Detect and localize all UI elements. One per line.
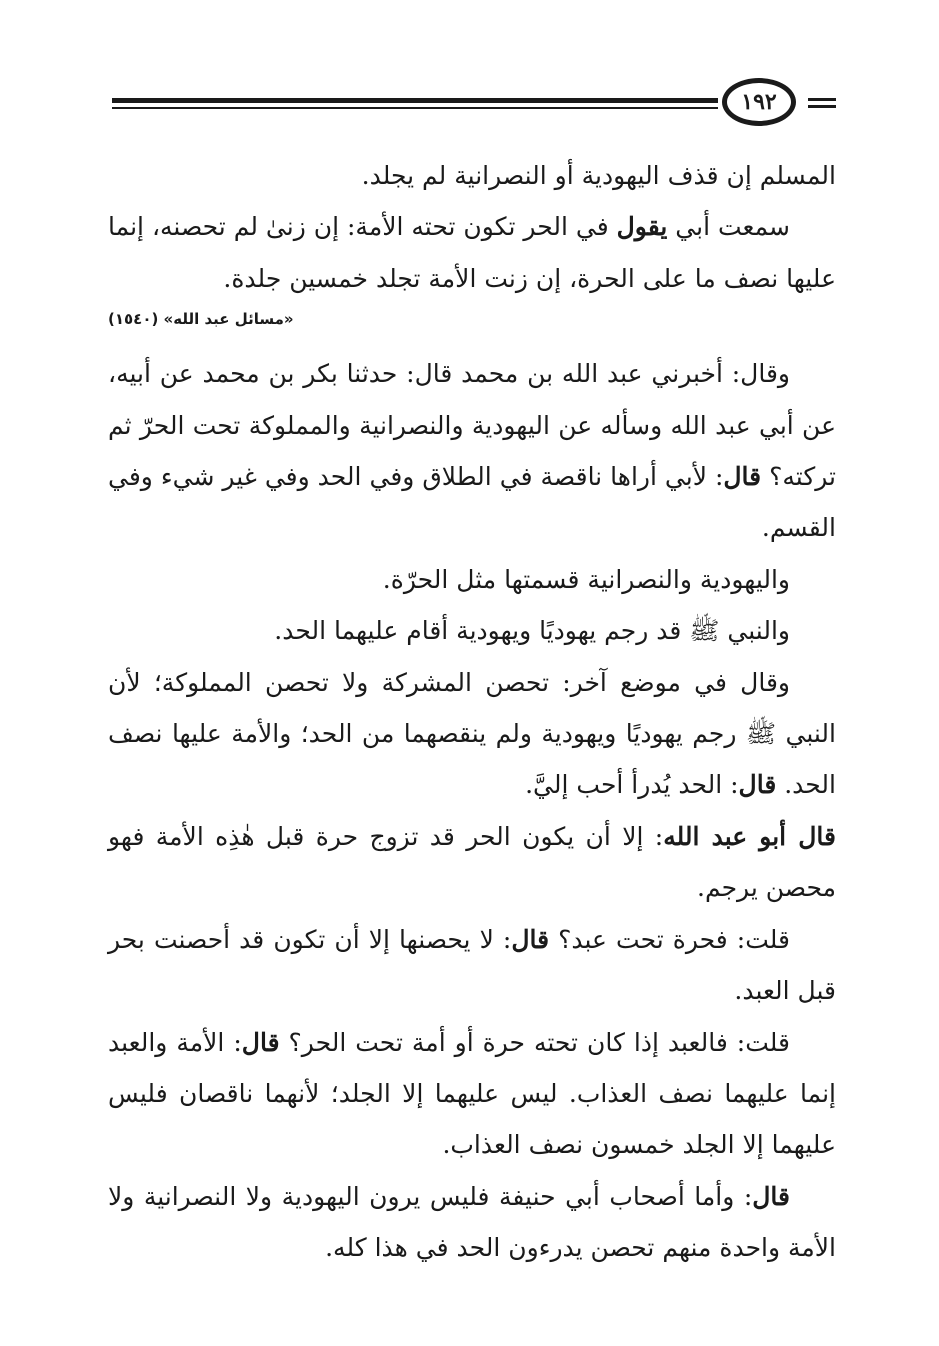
text-segment: قلت: فحرة تحت عبد؟ (549, 924, 790, 954)
paragraph (108, 554, 836, 605)
text-segment: : وأما أصحاب أبي حنيفة فليس يرون اليهودية ولا النصرانية ولا الأمة واحدة منهم تحصن يدرءون الحد في هذا كله. (108, 1181, 836, 1263)
header-rule-thick (112, 98, 718, 103)
page-number: ١٩٢ (722, 78, 796, 126)
paragraph (108, 657, 836, 811)
text-segment: والنبي ﷺ قد رجم يهوديًا ويهودية أقام عليهما الحد. (274, 616, 790, 646)
paragraph (108, 1171, 836, 1274)
text-segment: : الأمة والعبد إنما عليهما نصف العذاب. ليس عليهما إلا الجلد؛ لأنهما ناقصان فليس عليهما إلا الجلد خمسون نصف العذاب. (108, 1027, 836, 1160)
text-segment: المسلم إن قذف اليهودية أو النصرانية لم يجلد. (361, 161, 836, 190)
header-rule-right-lower (808, 105, 836, 108)
paragraph (108, 348, 836, 554)
text-segment: وقال: أخبرني عبد الله بن محمد قال: حدثنا بكر بن محمد عن أبيه، عن أبي عبد الله وسأله عن اليهودية والنصرانية والمملوكة تحت الحرّ ثم تركته؟ (108, 359, 836, 492)
text-segment: واليهودية والنصرانية قسمتها مثل الحرّة. (382, 564, 790, 594)
header-rule-thin (112, 107, 718, 109)
header-rule-right (808, 98, 836, 101)
bold-segment: قال (511, 924, 550, 954)
citation: «مسائل عبد الله» (١٥٤٠) (108, 310, 294, 329)
bold-segment: قال (752, 1181, 790, 1211)
page-header (112, 78, 836, 128)
text-segment: سمعت أبي (667, 212, 790, 242)
bold-segment: قال (241, 1027, 280, 1057)
text-segment: : لأبي أراها ناقصة في الطلاق وفي الحد وفي غير شيء وفي القسم. (108, 462, 836, 543)
paragraph (108, 150, 836, 201)
bold-segment: يقول (616, 212, 668, 242)
paragraph (108, 914, 836, 1017)
text-segment: وقال في موضع آخر: تحصن المشركة ولا تحصن المملوكة؛ لأن النبي ﷺ رجم يهوديًا ويهودية ولم ينقصهما من الحد؛ والأمة عليها نصف الحد. (108, 667, 836, 800)
text-segment: : الحد يُدرأ أحب إليَّ. (525, 770, 739, 800)
text-segment: : لا يحصنها إلا أن تكون قد أحصنت بحر قبل العبد. (108, 924, 836, 1006)
text-segment: قلت: فالعبد إذا كان تحته حرة أو أمة تحت الحر؟ (279, 1027, 790, 1057)
bold-segment: قال (738, 770, 777, 800)
paragraph (108, 811, 836, 914)
bold-segment: قال (723, 462, 762, 492)
paragraph (108, 201, 836, 304)
text-segment: في الحر تكون تحته الأمة: إن زنىٰ لم تحصنه، إنما عليها نصف ما على الحرة، إن زنت الأمة تجلد خمسين جلدة. (108, 212, 836, 293)
paragraph (108, 605, 836, 656)
paragraph (108, 1017, 836, 1171)
page-body (108, 150, 836, 1274)
text-segment: : إلا أن يكون الحر قد تزوج حرة قبل هٰذِه الأمة فهو محصن يرجم. (108, 821, 836, 903)
bold-segment: قال أبو عبد الله (663, 821, 836, 851)
